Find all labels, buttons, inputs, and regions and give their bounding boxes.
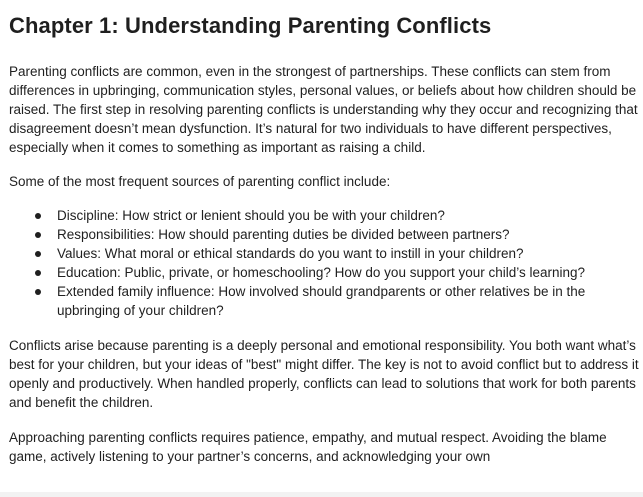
conflict-sources-list — [9, 206, 639, 320]
list-item: Education: Public, private, or homeschooling? How do you support your child’s learning? — [57, 263, 639, 282]
list-item: Values: What moral or ethical standards do you want to instill in your children? — [57, 244, 639, 263]
conflicts-paragraph: Conflicts arise because parenting is a deeply personal and emotional responsibility. You both want what’s best for your children, but your ideas of "best" might differ. The key is not to avoid conflict but to address it openly and productively. When handled properly, conflicts can lead to solutions that work for both parents and benefit the children. — [9, 338, 639, 410]
intro-paragraph: Parenting conflicts are common, even in the strongest of partnerships. These conflicts can stem from differences in upbringing, communication styles, personal values, or beliefs about how children should be raised. The first step in resolving parenting conflicts is understanding why they occur and recognizing that disagreement doesn’t mean dysfunction. It’s natural for two individuals to have different perspectives, especially when it comes to something as important as raising a child. — [9, 64, 638, 155]
approach-paragraph: Approaching parenting conflicts requires patience, empathy, and mutual respect. Avoiding the blame game, actively listening to your partner’s concerns, and acknowledging your own — [9, 430, 607, 464]
chapter-title: Chapter 1: Understanding Parenting Conflicts — [9, 13, 492, 38]
document-page — [9, 0, 639, 466]
list-item: Discipline: How strict or lenient should you be with your children? — [57, 206, 639, 225]
list-item: Responsibilities: How should parenting duties be divided between partners? — [57, 225, 639, 244]
list-item: Extended family influence: How involved should grandparents or other relatives be in the upbringing of your children? — [57, 282, 639, 320]
page-bottom-edge — [0, 492, 643, 497]
list-intro-paragraph: Some of the most frequent sources of parenting conflict include: — [9, 174, 391, 189]
